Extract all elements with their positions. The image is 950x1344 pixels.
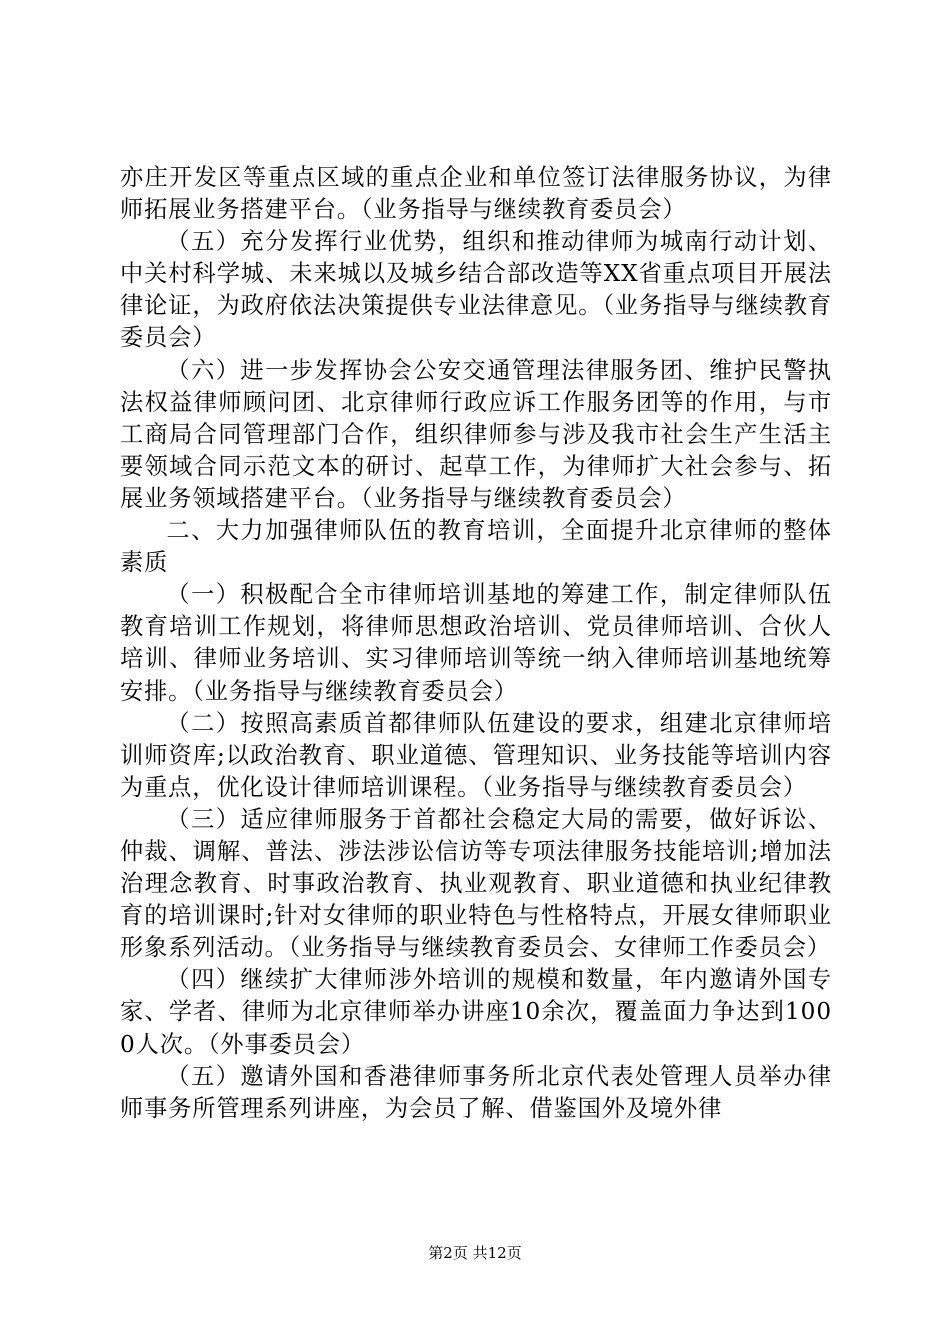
paragraph-0: 亦庄开发区等重点区域的重点企业和单位签订法律服务协议，为律师拓展业务搭建平台。（业务指导与继续教育委员会）	[120, 164, 832, 224]
page-number-footer: 第2页 共12页	[428, 1244, 522, 1262]
paragraph-4: （一）积极配合全市律师培训基地的筹建工作，制定律师队伍教育培训工作规划，将律师思想政治培训、党员律师培训、合伙人培训、律师业务培训、实习律师培训等统一纳入律师培训基地统筹安排。（业务指导与继续教育委员会）	[120, 581, 832, 705]
section-heading: 二、大力加强律师队伍的教育培训，全面提升北京律师的整体素质	[120, 517, 832, 577]
paragraph-2: （六）进一步发挥协会公安交通管理法律服务团、维护民警执法权益律师顾问团、北京律师行政应诉工作服务团等的作用，与市工商局合同管理部门合作，组织律师参与涉及我市社会生产生活主要领域合同示范文本的研讨、起草工作，为律师扩大社会参与、拓展业务领域搭建平台。（业务指导与继续教育委员会）	[120, 356, 832, 512]
paragraph-7: （四）继续扩大律师涉外培训的规模和数量，年内邀请外国专家、学者、律师为北京律师举办讲座10余次，覆盖面力争达到1000人次。（外事委员会）	[120, 966, 832, 1058]
paragraph-6: （三）适应律师服务于首都社会稳定大局的需要，做好诉讼、仲裁、调解、普法、涉法涉讼信访等专项法律服务技能培训;增加法治理念教育、时事政治教育、执业观教育、职业道德和执业纪律教育的培训课时;针对女律师的职业特色与性格特点，开展女律师职业形象系列活动。（业务指导与继续教育委员会、女律师工作委员会）	[120, 805, 832, 962]
paragraph-1: （五）充分发挥行业优势，组织和推动律师为城南行动计划、中关村科学城、未来城以及城乡结合部改造等XX省重点项目开展法律论证，为政府依法决策提供专业法律意见。（业务指导与继续教育委员会）	[120, 228, 832, 352]
document-body	[120, 162, 832, 1125]
paragraph-8: （五）邀请外国和香港律师事务所北京代表处管理人员举办律师事务所管理系列讲座，为会员了解、借鉴国外及境外律	[120, 1062, 832, 1122]
paragraph-5: （二）按照高素质首都律师队伍建设的要求，组建北京律师培训师资库;以政治教育、职业道德、管理知识、业务技能等培训内容为重点，优化设计律师培训课程。（业务指导与继续教育委员会）	[120, 709, 832, 801]
